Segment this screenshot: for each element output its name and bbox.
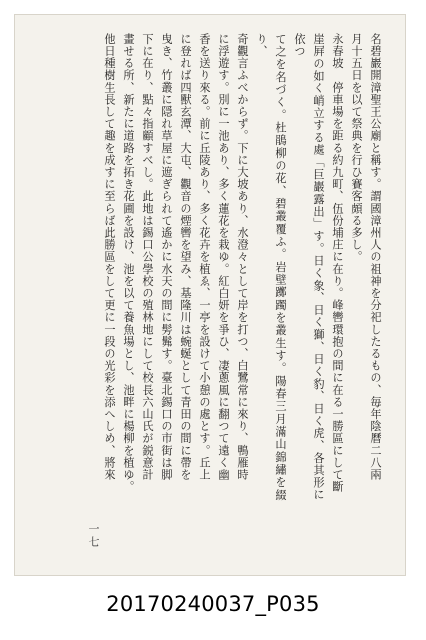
text-line: 他日種樹生長して趣を成すに至らば此勝區をして更に一段の光彩を添へしめ、將來 [103,33,116,481]
text-line: て之を名づく。杜鵑柳の花、碧叢覆ふ。岩壁躑躅を叢生す。陽春三月滿山錦繡を綴り、 [255,33,287,501]
text-line: に登れば四獸玄潭、大屯、觀音の煙轡を望み、基隆川は蜿蜒として青田の間に帶を [179,33,192,481]
text-line: 永春坡 停車場を距る約九町、伍份埔庄に在り。峰轡環抱の間に在る一勝區にして斷 [331,33,344,493]
text-line: 曳き、竹叢に隠れ草屋に遮ぎられて遙かに水天の間に髣髴す。臺北錫口の市街は脚 [160,33,173,481]
text-line: 畫せる所、新たに道路を拓き花圃を設け、池を以て養魚場とし、池畔に楊柳を植ゆ。 [122,33,135,493]
text-line: 香を送り來る。前に丘陵あり、多く花卉を植ゑ、一亭を設けて小憩の處とす。丘上 [198,33,211,481]
page-number: 一七 [87,523,100,549]
text-line: 奇觀言ふべからず。下に大坡あり、水澄々として岸を打つ、白鷺常に來り、鴨雁時 [236,33,249,481]
vertical-text-block [75,33,385,501]
text-line: 下に在り、點々指顧すべし。此地は錫口公學校の殖林地にして校長六山氏が鋭意計 [141,33,154,481]
text-line: に浮遊す。別に一池あり、多く蓮花を栽ゆ。紅白妍を爭ひ、凄蔥風に翻つて遠く幽 [217,33,230,481]
text-line: 名碧巖開漳聖王公廟と稱す。謂國漳州人の祖神を分祀したるもの、毎年陰曆二八兩 [369,33,382,481]
text-line: 月十五日を以て祭典を行ひ賽客頗る多し。 [350,33,363,263]
image-caption: 20170240037_P035 [106,592,320,616]
book-page [14,14,406,576]
text-line: 崖屛の如く峭立する處「巨巖露出」す。日く象、日く獅、日く豹、日く虎、各其形に依つ [293,33,325,501]
